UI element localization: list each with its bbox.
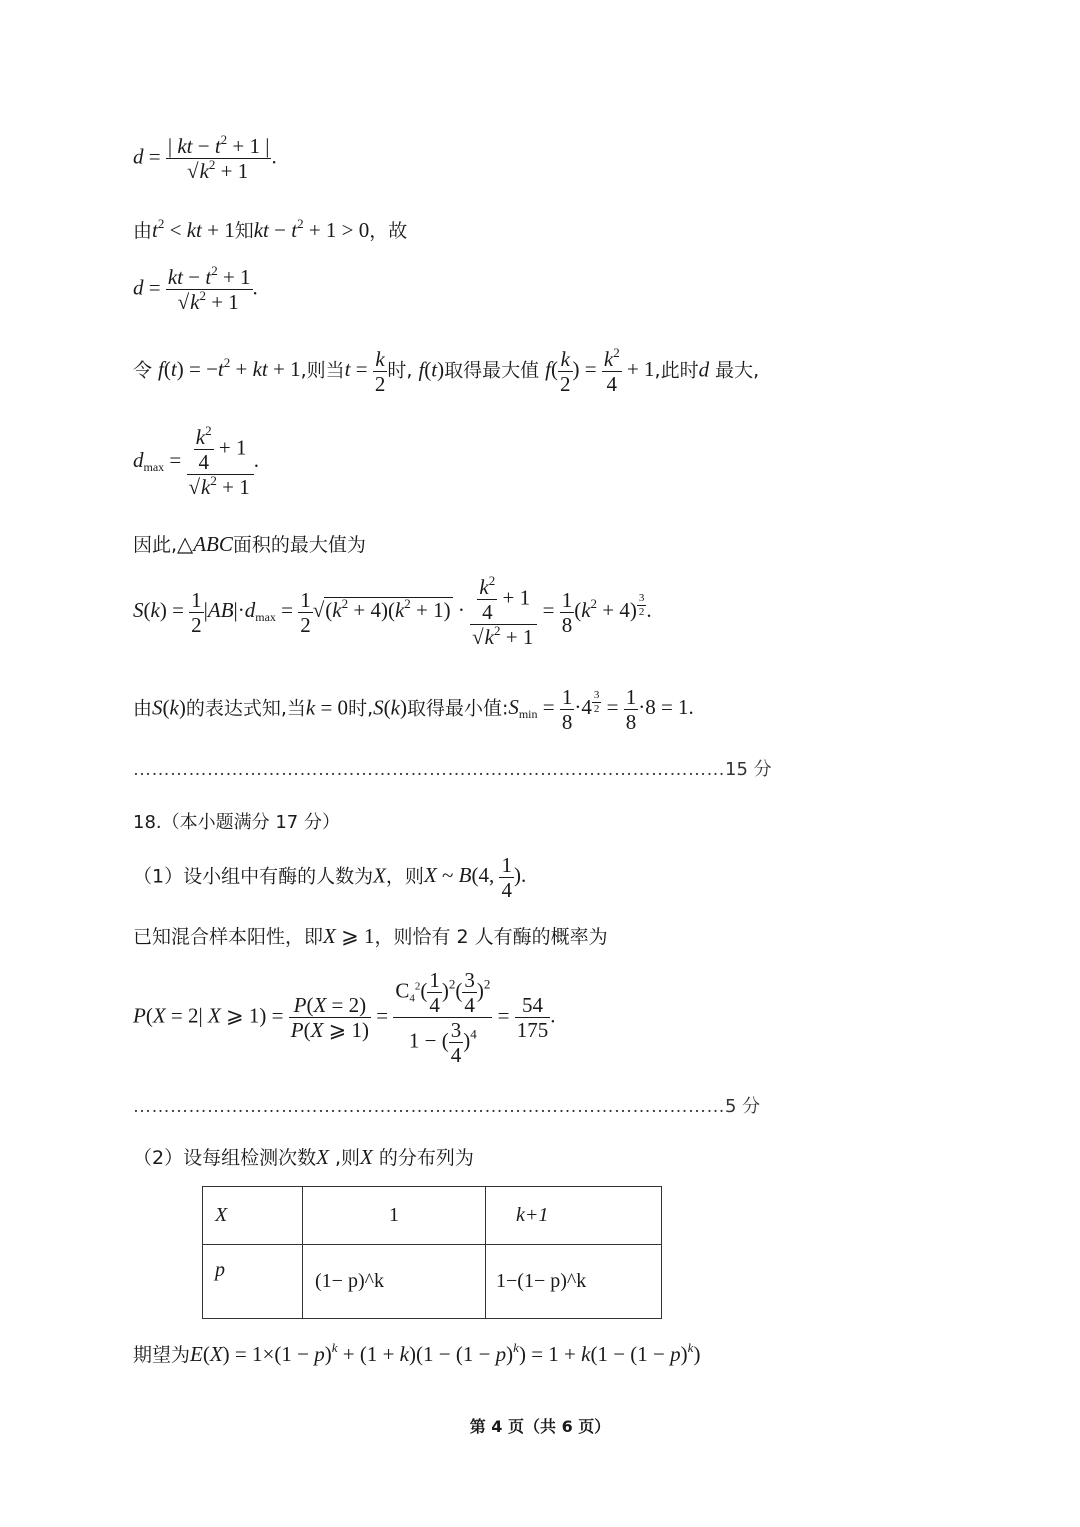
- score-label-2: 5 分: [725, 1096, 761, 1117]
- text-expectation: 期望为$E(X) = 1\times(1 - p)^k + (1 + k)(1 - (1 - p)^k) = 1 + k(1 - (1 - p)^k)$: [133, 1340, 701, 1366]
- score-label-1: 15 分: [725, 759, 772, 780]
- table-cell: [486, 1245, 662, 1319]
- formula-d-abs: d = $\frac{| kt - t^2 + 1 |}{√k^2 + 1}$ .: [133, 132, 277, 184]
- score-line-1: ……………………………………………………………………………………15 分: [133, 759, 772, 780]
- formula-d: d = $\frac{kt - t^2 + 1}{√k^2 + 1}$ .: [133, 263, 258, 315]
- distribution-table: [202, 1186, 662, 1319]
- text-q18-part1: （1）设小组中有酶的人数为X，则X ~ B(4, $\frac{1}{4}$ ).: [133, 853, 527, 903]
- table-cell: [303, 1245, 486, 1319]
- header-value-1: 1: [389, 1204, 399, 1226]
- table-row: [203, 1187, 662, 1245]
- text-therefore: 因此,△ABC面积的最大值为: [133, 532, 366, 556]
- question-18-header: 18.（本小题满分 17 分）: [133, 812, 340, 833]
- formula-sk: S(k) = $\frac{1}{2}$ $|AB|\cdot d_{max}$ = $\frac{1}{2}$ $√(k^2 + 4)(k^2 + 1)$ · $\frac{k^2}{4}$ + 1 $√k^2 + 1$ = $\frac{1}{8}$ $(k^2 + 4)$ $^{\frac{3}{2}}$ .: [133, 573, 652, 650]
- text-smin: 由S(k)的表达式知,当k = 0时,S(k)取得最小值$:S_{min}$ = $\frac{1}{8}$ ·4 $^{\frac{3}{2}}$ = $\frac{1}{8}$ ·8 = 1.: [133, 685, 694, 735]
- text-q18-part2: （2）设每组检测次数X ,则X 的分布列为: [133, 1145, 474, 1169]
- score-line-2: ……………………………………………………………………………………5 分: [133, 1096, 761, 1117]
- header-value-2: k+1: [516, 1204, 549, 1226]
- text-q18-known: 已知混合样本阳性，即X ⩾ 1，则恰有 2 人有酶的概率为: [133, 924, 608, 948]
- row-value-1: (1− p)^k: [315, 1270, 384, 1292]
- formula-dmax: $d_{max}$ = $\frac{k^2}{4}$ + 1 $√k^2 + 1$ .: [133, 423, 259, 500]
- row-p: p: [215, 1259, 225, 1281]
- table-cell: [486, 1187, 662, 1245]
- formula-conditional-probability: P(X = 2| X ⩾ 1) = $\frac{P(X = 2)}{P(X ⩾ 1)}$ = $C_4^2$( $\frac{1}{4}$ )$^2$( $\frac{3}{4}$ )$^2$ 1 − ( $\frac{3}{4}$ )$^4$ = $\frac{54}{175}$ .: [133, 968, 556, 1068]
- table-row: [203, 1245, 662, 1319]
- table-cell: [303, 1187, 486, 1245]
- table-cell: [203, 1245, 303, 1319]
- header-x: X: [215, 1204, 228, 1226]
- text-condition: 由$t^2$ < kt + 1知kt − $t^2 + 1 > 0$，故: [133, 216, 408, 242]
- page-footer: 第 4 页（共 6 页）: [469, 1417, 611, 1436]
- table-cell: [203, 1187, 303, 1245]
- text-let-f: 令 $f(t) = -t^2$ + kt + 1,则当t = $\frac{k}{2}$ 时, f(t)取得最大值 f( $\frac{k}{2}$ ) = $\frac{k^2}{4}$ + 1,此时d 最大,: [133, 345, 760, 397]
- row-value-2: 1−(1− p)^k: [496, 1270, 587, 1292]
